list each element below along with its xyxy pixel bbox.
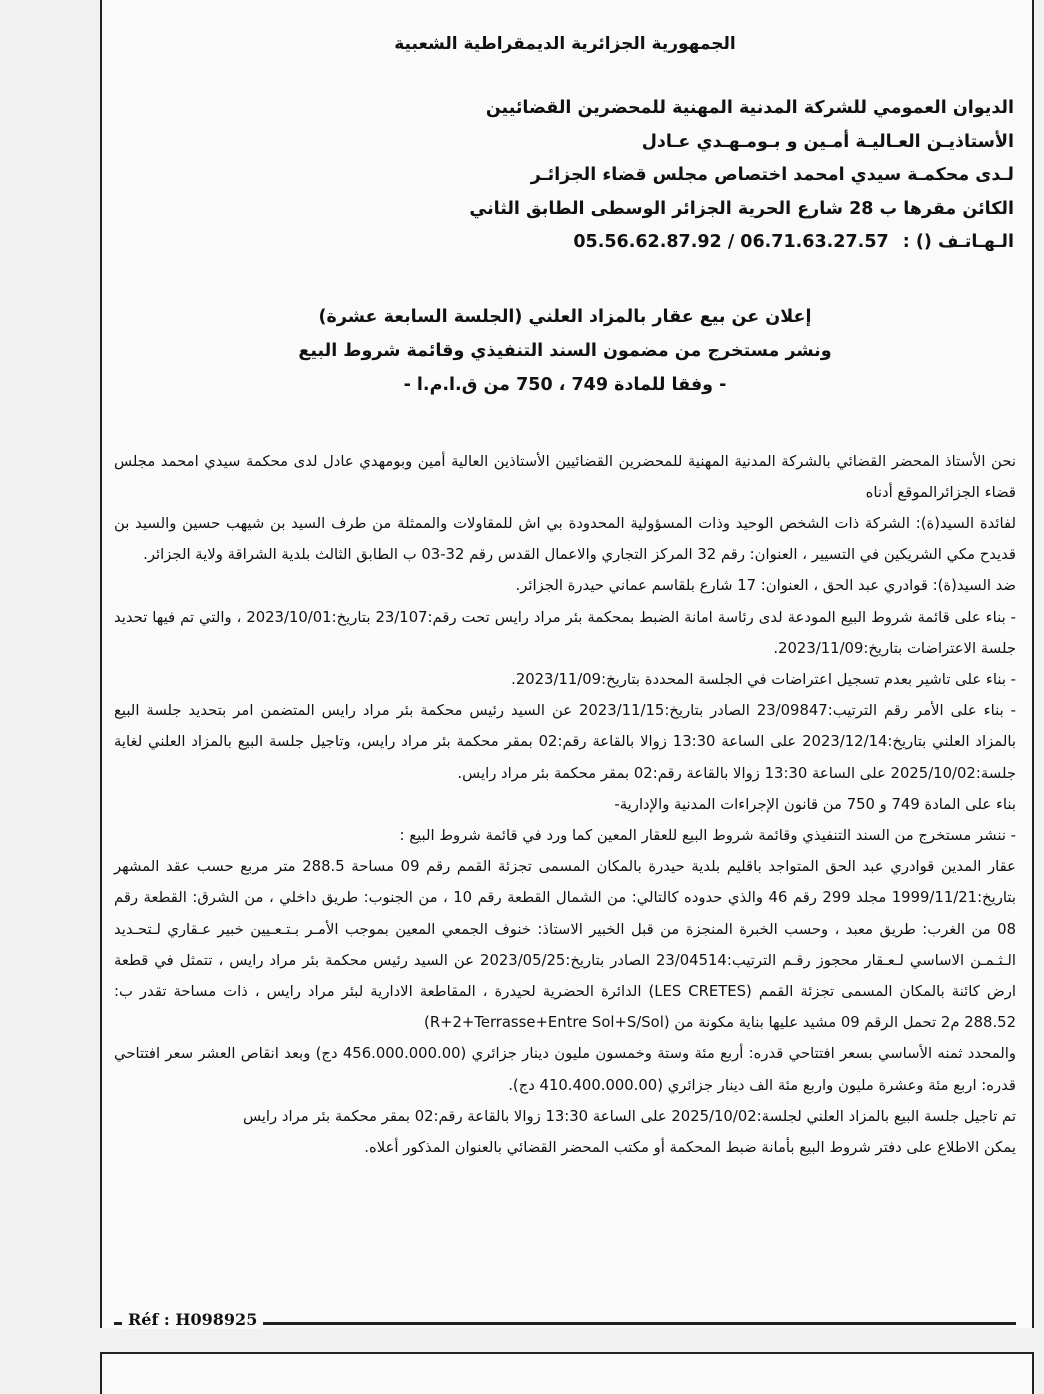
reference-row <box>114 1310 1016 1334</box>
body-paragraph: - بناء على الأمر رقم الترتيب:23/09847 الصادر بتاريخ:2023/11/15 عن السيد رئيس محكمة بئر مراد رايس المتضمن امر بتحديد جلسة البيع بالمزاد العلني بتاريخ:2023/12/14 على الساعة 13:30 زوالا بالقاعة رقم:02 بمقر محكمة بئر مراد رايس، وتاجيل جلسة البيع بالمزاد العلني لغاية جلسة:2025/10/02 على الساعة 13:30 زوالا بالقاعة رقم:02 بمقر محكمة بئر مراد رايس. <box>114 702 1016 782</box>
phone-numbers: 05.56.62.87.92 / 06.71.63.27.57 <box>573 232 889 252</box>
body-paragraph: - ننشر مستخرج من السند التنفيذي وقائمة شروط البيع للعقار المعين كما ورد في قائمة شروط البيع : <box>399 826 1016 844</box>
letterhead <box>114 92 1016 260</box>
title-line-1: إعلان عن بيع عقار بالمزاد العلني (الجلسة السابعة عشرة) <box>318 306 812 327</box>
notice-body <box>114 446 1016 1164</box>
republic-heading: الجمهورية الجزائرية الديمقراطية الشعبية <box>394 34 736 54</box>
reference-number: Réf : H098925 <box>122 1310 263 1329</box>
body-paragraph: تم تاجيل جلسة البيع بالمزاد العلني لجلسة:2025/10/02 على الساعة 13:30 زوالا بالقاعة رقم:02 بمقر محكمة بئر مراد رايس <box>242 1107 1016 1125</box>
body-paragraph: عقار المدين قوادري عبد الحق المتواجد باقليم بلدية حيدرة بالمكان المسمى تجزئة القمم رقم 09 مساحة 288.5 متر مربع حسب عقد المشهر بتاريخ:1999/11/21 مجلد 299 رقم 46 والذي حدوده كالتالي: من الشمال القطعة رقم 10 ، من الجنوب: طريق داخلي ، من الشرق: القطعة رقم 08 من الغرب: طريق معبد ، وحسب الخبرة المنجزة من قبل الخبير الاستاذ: خنوف الجمعي المعين بموجب الأمـر بـتـعـيين خبير عـقاري لـتحـديد الـثـمـن الاساسي لـعـقار محجوز رقـم الترتيب:23/04514 الصادر بتاريخ:2023/05/25 عن السيد رئيس محكمة بئر مراد رايس ، تتمثل في قطعة ارض كائنة بالمكان المسمى تجزئة القمم (LES CRETES) الدائرة الحضرية لحيدرة ، المقاطعة الادارية لبئر مراد رايس ، ذات مساحة تقدر ب: 288.52 م2 تحمل الرقم 09 مشيد عليها بناية مكونة من (R+2+Terrasse+Entre Sol+S/Sol) <box>114 858 1016 1032</box>
office-address: الكائن مقرها ب 28 شارع الحرية الجزائر الوسطى الطابق الثاني <box>469 198 1014 219</box>
body-paragraph: يمكن الاطلاع على دفتر شروط البيع بأمانة ضبط المحكمة أو مكتب المحضر القضائي بالعنوان المذكور أعلاه. <box>364 1138 1016 1156</box>
phone-label: الـهـاتـف () : <box>902 232 1014 252</box>
bailiff-names: الأستاذيـن العـاليـة أمـين و بـومـهـدي عـادل <box>641 131 1014 152</box>
body-paragraph: - بناء على تاشير بعدم تسجيل اعتراضات في الجلسة المحددة بتاريخ:2023/11/09. <box>511 670 1016 688</box>
body-paragraph: ضد السيد(ة): قوادري عبد الحق ، العنوان: 17 شارع بلقاسم عماني حيدرة الجزائر. <box>515 577 1016 595</box>
legal-notice <box>114 26 1016 1163</box>
body-paragraph: - بناء على قائمة شروط البيع المودعة لدى رئاسة امانة الضبط بمحكمة بئر مراد رايس تحت رقم:23/107 بتاريخ:2023/10/01 ، والتي تم فيها تحديد جلسة الاعتراضات بتاريخ:2023/11/09. <box>114 608 1016 657</box>
title-line-2: ونشر مستخرج من مضمون السند التنفيذي وقائمة شروط البيع <box>298 340 832 361</box>
body-paragraph: لفائدة السيد(ة): الشركة ذات الشخص الوحيد وذات المسؤولية المحدودة بي اش للمقاولات والممثلة من طرف السيد بن شيهب حسين والسيد بن قديدح مكي الشريكين في التسيير ، العنوان: رقم 32 المركز التجاري والاعمال القدس رقم 32-03 ب الطابق الثالث بلدية الشراقة ولاية الجزائر. <box>114 514 1016 564</box>
next-notice-frame <box>100 1352 1034 1394</box>
body-paragraph: والمحدد ثمنه الأساسي بسعر افتتاحي قدره: أربع مئة وستة وخمسون مليون دينار جزائري (456.000.000.00 دج) وبعد انقاص العشر سعر افتتاحي قدره: اربع مئة وعشرة مليون واربع مئة الف دينار جزائري (410.400.000.00 دج). <box>114 1045 1017 1094</box>
body-paragraph: بناء على المادة 749 و 750 من قانون الإجراءات المدنية والإدارية- <box>614 795 1016 813</box>
body-paragraph: نحن الأستاذ المحضر القضائي بالشركة المدنية المهنية للمحضرين القضائيين الأستاذين العالية أمين وبومهدي عادل لدى محكمة سيدي امحمد مجلس قضاء الجزائرالموقع أدناه <box>114 452 1016 501</box>
phone-line <box>114 226 1016 260</box>
notice-title <box>114 300 1016 402</box>
court-name: لـدى محكمـة سيدي امحمد اختصاص مجلس قضاء الجزائـر <box>530 165 1014 185</box>
title-line-3: - وفقا للمادة 749 ، 750 من ق.ا.م.ا - <box>403 374 727 395</box>
office-name: الديوان العمومي للشركة المدنية المهنية للمحضرين القضائيين <box>485 98 1014 118</box>
reference-rule <box>259 1322 1016 1325</box>
